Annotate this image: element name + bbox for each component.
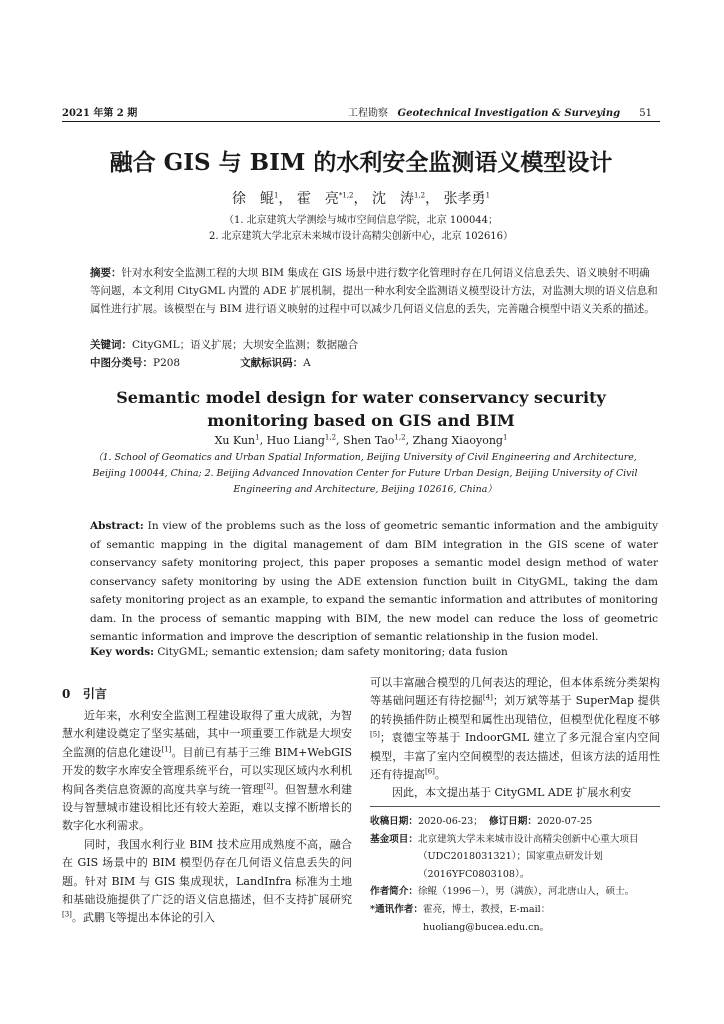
section-title: 引言 [82,687,107,701]
section-heading [62,685,107,702]
corresponding-text: 霍亮，博士，教授，E-mail：huoliang@bucea.edu.cn。 [423,903,551,933]
citation-ref: [1] [161,745,172,754]
author-affil-mark: 1,2 [394,433,406,442]
author-name: 张孝勇 [443,191,486,207]
author-name-en: Shen Tao [343,434,395,447]
body-paragraph [62,707,352,836]
citation-ref: [6] [425,767,435,776]
fund-text: 北京建筑大学未来城市设计高精尖创新中心重大项目（UDC2018031321）；国家重点研发计划（2016YFC0803108）。 [417,833,639,880]
citation-ref: [3] [62,910,72,919]
footnote-corresponding [370,901,660,936]
paper-title-en [62,386,660,432]
abstract-text-en: In view of the problems such as the loss of geometric semantic information and the ambiguity of semantic mapping in the digital management of dam BIM integration in the GIS scene of water conservancy safety monitoring project, this paper proposes a semantic model design method of water conservancy safety monitoring by using the ADE extension function built in CityGML, taking the dam safety monitoring project as an example, to expand the semantic information and attributes of monitoring dam. In the process of semantic mapping with BIM, the new model can reduce the loss of geometric semantic information and improve the description of semantic relationship in the fusion model. [90,520,658,643]
revised-label: 修订日期： [489,816,537,827]
citation-ref: [4] [482,693,493,702]
affiliation-cn: （1. 北京建筑大学测绘与城市空间信息学院，北京 100044； [223,215,499,226]
title-en-line: monitoring based on GIS and BIM [207,411,515,430]
running-header-journal [348,104,652,119]
author-affil-mark: 1 [502,433,508,442]
footnotes [370,813,660,936]
keywords-cn [90,336,658,354]
fund-label: 基金项目： [370,833,418,845]
affiliation-cn: 2. 北京建筑大学北京未来城市设计高精尖创新中心，北京 102616） [208,231,514,242]
keywords-label-en: Key words: [90,646,155,658]
author-affil-mark: *1,2 [338,191,354,200]
footnote-rule [370,806,660,807]
clc-value: P208 [153,357,181,369]
doc-code-label: 文献标识码： [240,357,304,369]
footnote-fund [370,831,660,884]
body-text: 同时，我国水利行业 BIM 技术应用成熟度不高，融合在 GIS 场景中的 BIM 模型仍存在几何语义信息丢失的问题。针对 BIM 与 GIS 集成现状，LandInfra 标准为土地和基础设施提供了广泛的语义信息描述，但不支持扩展研究 [62,837,352,907]
author-name-en: Huo Liang [266,434,325,447]
body-paragraph [62,836,352,928]
body-text: 可以丰富融合模型的几何表达的理论，但本体系统分类架构等基础问题还有待挖掘 [370,676,660,708]
abstract-label-en: Abstract: [90,520,144,532]
received-label: 收稿日期： [370,816,418,827]
title-en-line: Semantic model design for water conservancy security [116,388,606,407]
doc-code-value: A [303,357,311,369]
body-text: 。但智慧水利建设与智慧城市建设相比还有较大差距，难以支撑不断增长的数字化水利需求。 [62,782,352,833]
body-column-right [370,674,660,803]
keywords-en [90,646,658,658]
author-bio-label: 作者简介： [370,886,418,898]
journal-name-en: Geotechnical Investigation & Surveying [397,108,621,119]
author-affil-mark: 1 [485,191,491,200]
abstract-text-cn: 针对水利安全监测工程的大坝 BIM 集成在 GIS 场景中进行数字化管理时存在几何语义信息丢失、语义映射不明确等问题，本文利用 CityGML 内置的 ADE 扩展机制，提出一种水利安全监测语义模型设计方法，对监测大坝的语义信息和属性进行扩展。该模型在与 BIM 进行语义映射的过程中可以减少几何语义信息的丢失，完善融合模型中语义关系的描述。 [90,267,658,315]
author-affil-mark: 1 [273,191,279,200]
keywords-text-en: CityGML; semantic extension; dam safety monitoring; data fusion [157,646,508,658]
body-text: 。目前已有基于三维 BIM+WebGIS 开发的数字水库安全管理系统平台，可以实现区域内水利机构间各类信息资源的高度共享与统一管理 [62,745,352,796]
author-name: 霍 亮 [296,191,339,207]
author-list-cn: 徐 鲲$^1$， 霍 亮$^{*1,2}$， 沈 涛$^{1,2}$， 张孝勇$^1$ [231,191,491,207]
corresponding-label: *通讯作者： [370,903,423,915]
revised-date: 2020-07-25 [536,816,593,827]
body-text: 因此，本文提出基于 CityGML ADE 扩展水利安 [392,786,632,800]
footnote-dates [370,813,660,831]
footnote-author [370,883,660,901]
header-rule [62,121,660,122]
author-list-en: Xu Kun$^1$, Huo Liang$^{1,2}$, Shen Tao$^{1,2}$, Zhang Xiaoyong$^1$ [214,433,508,447]
classification-row [90,354,658,372]
author-affil-mark: 1,2 [413,191,426,200]
body-text: ；袁德宝等基于 IndoorGML 建立了多元混合室内空间模型，丰富了室内空间模型的表达描述，但该方法的适用性还有待提高 [370,731,660,782]
keywords-text-cn: CityGML；语义扩展；大坝安全监测；数据融合 [132,339,359,351]
page-number: 51 [639,108,652,119]
author-name-en: Zhang Xiaoyong [412,434,503,447]
body-text: 。 [434,768,446,782]
abstract-label-cn: 摘要： [90,267,122,279]
paper-title-cn: 融合 GIS 与 BIM 的水利安全监测语义模型设计 [109,149,613,176]
citation-ref: [2] [263,781,274,790]
author-affil-mark: 1,2 [324,433,337,442]
received-date: 2020-06-23； [417,816,483,827]
section-number: 0 [62,687,71,701]
author-bio-text: 徐鲲（1996－），男（满族），河北唐山人，硕士。 [417,886,635,898]
body-text: 。武鹏飞等提出本体论的引入 [71,911,215,925]
affiliation-en: （1. School of Geomatics and Urban Spatial Information, Beijing University of Civil Engineering and Architecture, Beijing 100044, China; 2. Beijing Advanced Innovation Center for Future Urban Design, Beijing University of Civil Engineering and Architecture, Beijing 102616, China） [92,452,638,495]
abstract-cn [90,264,658,318]
running-header-issue: 2021 年第 2 期 [62,108,138,119]
body-text: ；刘万斌等基于 SuperMap 提供的转换插件防止模型和属性出现错位，但模型优化程度不够 [370,694,660,726]
keywords-label-cn: 关键词： [90,339,132,351]
body-column-left [62,707,352,928]
body-paragraph [370,674,660,784]
clc-label: 中图分类号： [90,357,153,369]
author-name: 沈 涛 [371,191,414,207]
journal-name-cn: 工程勘察 [348,108,388,119]
author-name: 徐 鲲 [231,191,274,207]
citation-ref: [5] [370,730,380,739]
author-affil-mark: 1 [255,433,260,442]
body-paragraph [370,784,660,802]
author-name-en: Xu Kun [214,434,256,447]
abstract-en [90,517,658,647]
body-text: 近年来，水利安全监测工程建设取得了重大成就，为智慧水利建设奠定了坚实基础，其中一项重要工作就是大坝安全监测的信息化建设 [62,709,352,759]
